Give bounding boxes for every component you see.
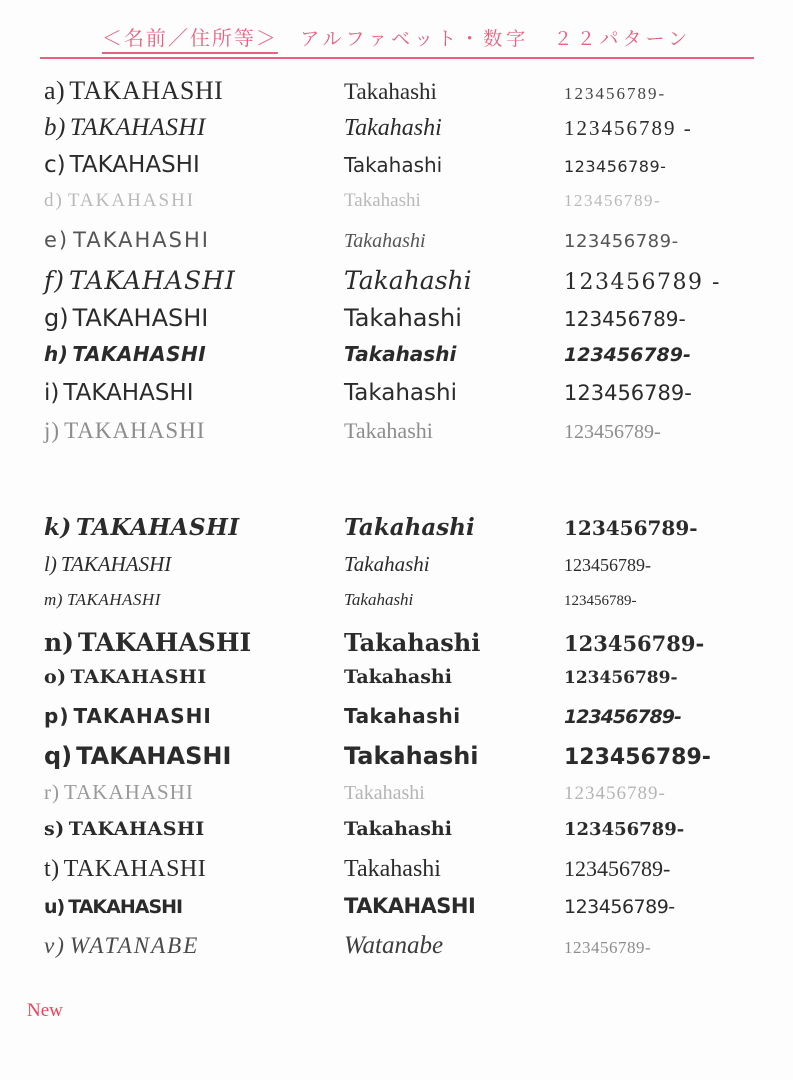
sample-numbers-f: 123456789 -: [564, 270, 721, 295]
header-title: ＜名前／住所等＞: [101, 26, 278, 50]
font-sample-row-i[interactable]: [0, 380, 793, 418]
font-sample-row-h[interactable]: [0, 342, 793, 380]
uppercase-text-o: TAKAHASHI: [70, 666, 207, 688]
font-sample-row-l[interactable]: [0, 552, 793, 590]
row-prefix-m: m): [44, 590, 63, 609]
row-prefix-l: l): [44, 552, 57, 576]
sample-numbers-l: 123456789-: [564, 555, 651, 575]
row-prefix-g: g): [44, 304, 69, 332]
sample-mixedcase-k: Takahashi: [344, 514, 475, 541]
sample-mixedcase-s: Takahashi: [344, 818, 452, 840]
header-count-label: ２２パターン: [553, 28, 692, 50]
sample-mixedcase-b: Takahashi: [344, 115, 442, 141]
sample-mixedcase-m: Takahashi: [344, 590, 414, 609]
row-prefix-t: t): [44, 856, 60, 882]
row-prefix-h: h): [44, 342, 69, 366]
row-prefix-c: c): [44, 152, 66, 178]
sample-uppercase-m: [44, 590, 344, 610]
uppercase-text-a: TAKAHASHI: [69, 76, 224, 105]
sample-uppercase-g: [44, 304, 344, 332]
sample-mixedcase-i: Takahashi: [344, 380, 457, 406]
sample-mixedcase-e: Takahashi: [344, 230, 426, 252]
sample-uppercase-a: [44, 76, 344, 106]
row-prefix-n: n): [44, 628, 75, 657]
sample-uppercase-d: [44, 190, 344, 212]
uppercase-text-t: TAKAHASHI: [63, 856, 207, 882]
font-sample-row-n[interactable]: [0, 628, 793, 666]
sample-numbers-o: 123456789-: [564, 668, 678, 688]
font-sample-row-o[interactable]: [0, 666, 793, 704]
font-sample-row-t[interactable]: [0, 856, 793, 894]
font-sample-row-f[interactable]: [0, 266, 793, 304]
font-sample-row-m[interactable]: [0, 590, 793, 628]
uppercase-text-p: TAKAHASHI: [73, 704, 212, 728]
row-prefix-s: s): [44, 818, 65, 840]
sample-numbers-d: 123456789-: [564, 191, 662, 210]
sample-numbers-m: 123456789-: [564, 593, 637, 609]
sample-mixedcase-g: Takahashi: [344, 304, 462, 332]
sample-numbers-e: 123456789-: [564, 231, 679, 252]
sample-uppercase-u: [44, 896, 344, 918]
sample-mixedcase-l: Takahashi: [344, 552, 430, 576]
sample-uppercase-v: [44, 933, 344, 959]
uppercase-text-u: TAKAHASHI: [68, 896, 183, 918]
row-prefix-v: v): [44, 933, 66, 958]
font-sample-row-s[interactable]: [0, 818, 793, 856]
sample-mixedcase-j: Takahashi: [344, 418, 433, 443]
sample-numbers-h: 123456789-: [564, 344, 691, 366]
header-divider: [40, 57, 754, 59]
uppercase-text-h: TAKAHASHI: [72, 342, 207, 366]
sample-mixedcase-c: Takahashi: [344, 153, 443, 177]
row-prefix-o: o): [44, 666, 67, 688]
sample-numbers-t: 123456789-: [564, 856, 671, 881]
font-sample-row-c[interactable]: [0, 152, 793, 190]
sample-uppercase-r: [44, 780, 344, 805]
sample-numbers-u: 123456789-: [564, 896, 675, 918]
sample-mixedcase-o: Takahashi: [344, 666, 452, 688]
sample-uppercase-k: [44, 514, 344, 541]
font-sample-row-r[interactable]: [0, 780, 793, 818]
sample-uppercase-f: [44, 266, 344, 295]
uppercase-text-b: TAKAHASHI: [69, 114, 206, 141]
uppercase-text-i: TAKAHASHI: [63, 380, 194, 406]
sample-uppercase-j: [44, 418, 344, 444]
uppercase-text-d: TAKAHASHI: [67, 190, 196, 211]
font-sample-row-q[interactable]: [0, 742, 793, 780]
font-sample-row-v[interactable]: [0, 932, 793, 970]
uppercase-text-n: TAKAHASHI: [78, 628, 252, 657]
uppercase-text-c: TAKAHASHI: [69, 152, 200, 178]
sample-numbers-q: 123456789-: [564, 745, 711, 770]
section-gap: [0, 456, 793, 514]
sample-mixedcase-p: Takahashi: [344, 704, 461, 728]
header-alphabet-label: アルファベット・数字: [300, 28, 530, 50]
sample-numbers-v: 123456789-: [564, 938, 652, 957]
row-prefix-b: b): [44, 114, 66, 141]
uppercase-text-s: TAKAHASHI: [68, 818, 205, 840]
new-badge: New: [27, 1000, 63, 1021]
row-prefix-k: k): [44, 514, 72, 541]
font-sample-row-a[interactable]: [0, 76, 793, 114]
row-prefix-r: r): [44, 780, 60, 804]
sample-numbers-p: 123456789-: [564, 706, 681, 728]
row-prefix-a: a): [44, 76, 66, 105]
sample-numbers-c: 123456789-: [564, 157, 667, 176]
sample-mixedcase-u: TAKAHASHI: [344, 894, 476, 918]
font-sample-row-k[interactable]: [0, 514, 793, 552]
sample-uppercase-l: [44, 552, 344, 577]
row-prefix-i: i): [44, 380, 60, 406]
sample-uppercase-e: [44, 228, 344, 252]
sample-numbers-b: 123456789 -: [564, 116, 693, 140]
row-prefix-j: j): [44, 418, 61, 443]
sample-numbers-n: 123456789-: [564, 631, 705, 656]
sample-uppercase-p: [44, 704, 344, 728]
uppercase-text-m: TAKAHASHI: [66, 590, 161, 609]
sample-mixedcase-h: Takahashi: [344, 342, 457, 366]
uppercase-text-j: TAKAHASHI: [64, 418, 206, 443]
uppercase-text-l: TAKAHASHI: [60, 552, 172, 576]
sample-numbers-j: 123456789-: [564, 421, 661, 443]
font-sample-row-p[interactable]: [0, 704, 793, 742]
font-sample-list: [0, 76, 793, 970]
sample-uppercase-i: [44, 380, 344, 406]
sample-uppercase-s: [44, 818, 344, 840]
sample-numbers-g: 123456789-: [564, 307, 686, 331]
sample-mixedcase-a: Takahashi: [344, 79, 437, 104]
sample-uppercase-o: [44, 666, 344, 688]
sample-mixedcase-n: Takahashi: [344, 628, 481, 657]
sample-numbers-k: 123456789-: [564, 516, 698, 540]
font-sample-row-e[interactable]: [0, 228, 793, 266]
sample-uppercase-n: [44, 628, 344, 657]
sample-mixedcase-t: Takahashi: [344, 856, 441, 882]
page-header: [0, 22, 793, 51]
font-sample-row-d[interactable]: [0, 190, 793, 228]
sample-mixedcase-v: Watanabe: [344, 932, 444, 959]
uppercase-text-g: TAKAHASHI: [72, 304, 209, 332]
sample-uppercase-b: [44, 114, 344, 142]
uppercase-text-q: TAKAHASHI: [76, 742, 232, 770]
row-prefix-d: d): [44, 190, 64, 211]
font-sample-row-j[interactable]: [0, 418, 793, 456]
sample-mixedcase-q: Takahashi: [344, 742, 479, 770]
sample-mixedcase-f: Takahashi: [344, 266, 472, 295]
uppercase-text-e: TAKAHASHI: [73, 228, 210, 252]
uppercase-text-r: TAKAHASHI: [64, 780, 194, 804]
sample-mixedcase-r: Takahashi: [344, 782, 425, 804]
sample-numbers-s: 123456789-: [564, 819, 685, 840]
font-sample-row-u[interactable]: [0, 894, 793, 932]
sample-uppercase-h: [44, 342, 344, 366]
sample-mixedcase-d: Takahashi: [344, 190, 421, 211]
uppercase-text-v: WATANABE: [69, 933, 200, 958]
sample-numbers-r: 123456789-: [564, 783, 666, 804]
uppercase-text-k: TAKAHASHI: [75, 514, 240, 541]
row-prefix-p: p): [44, 704, 70, 728]
row-prefix-q: q): [44, 742, 73, 770]
sample-numbers-a: 123456789-: [564, 84, 667, 103]
sample-uppercase-t: [44, 856, 344, 883]
font-sample-row-b[interactable]: [0, 114, 793, 152]
row-prefix-e: e): [44, 228, 70, 252]
font-sample-row-g[interactable]: [0, 304, 793, 342]
sample-uppercase-c: [44, 152, 344, 178]
row-prefix-f: f): [44, 266, 66, 295]
row-prefix-u: u): [44, 896, 65, 918]
sample-uppercase-q: [44, 742, 344, 770]
uppercase-text-f: TAKAHASHI: [69, 266, 236, 295]
sample-numbers-i: 123456789-: [564, 381, 692, 405]
